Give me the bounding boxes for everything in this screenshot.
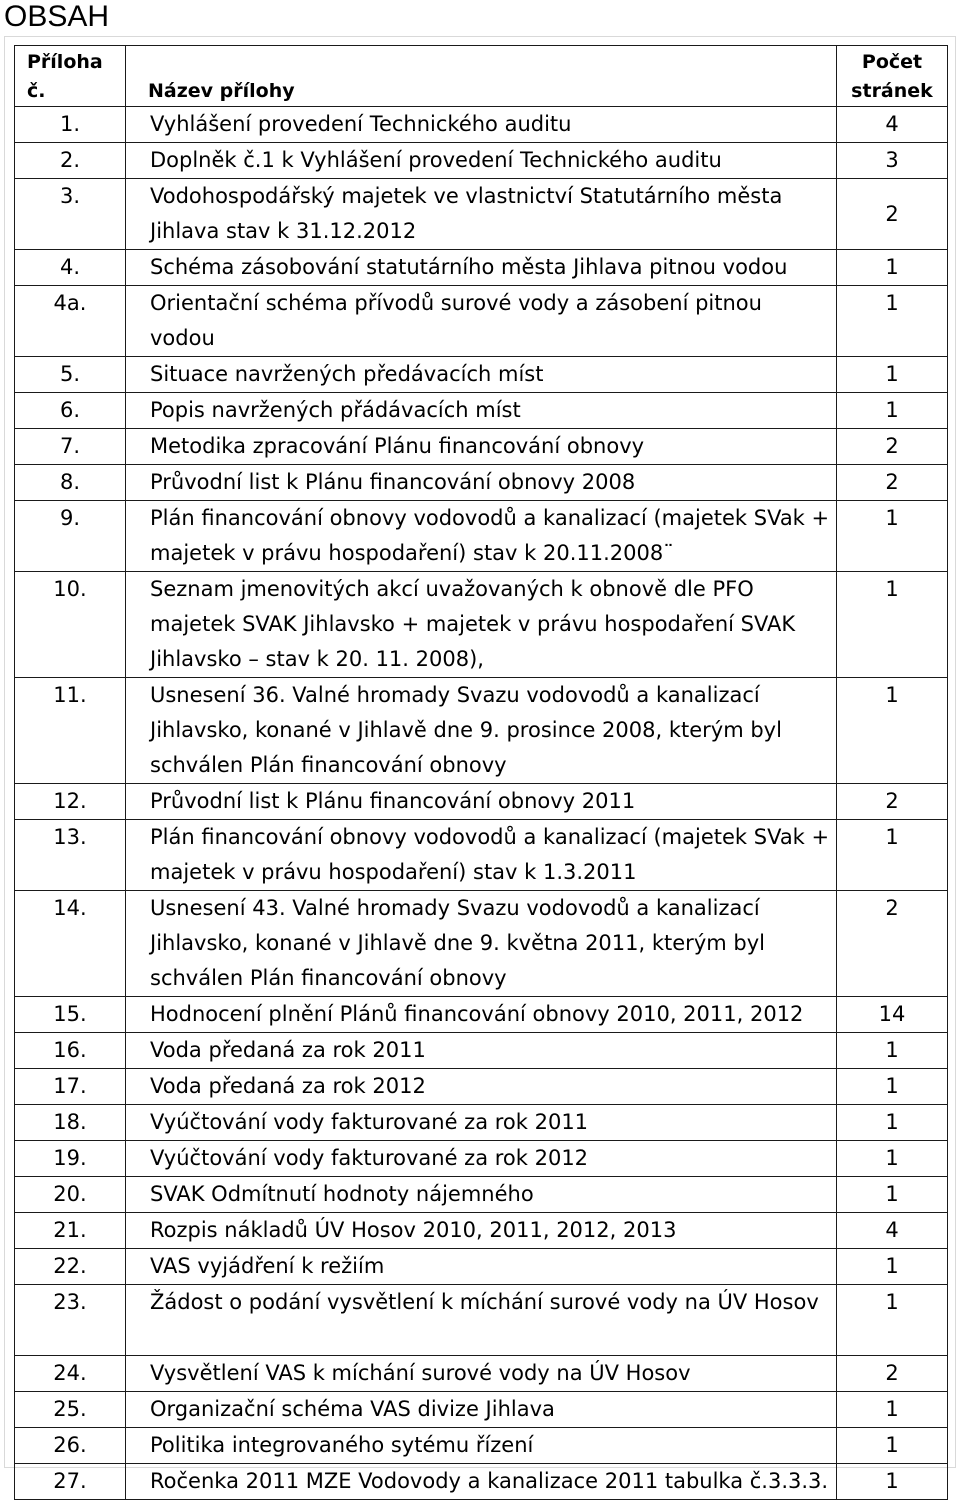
- page-title: OBSAH: [4, 0, 110, 33]
- row-pages: 1: [837, 1069, 948, 1105]
- row-pages: 1: [837, 1428, 948, 1464]
- table-row: [15, 107, 948, 143]
- table-row: [15, 1033, 948, 1069]
- table-row: [15, 1356, 948, 1392]
- row-number: 14.: [15, 891, 126, 997]
- row-pages: 1: [837, 1177, 948, 1213]
- row-pages: 1: [837, 1105, 948, 1141]
- table-row: [15, 784, 948, 820]
- table-row: [15, 286, 948, 357]
- row-name: Průvodní list k Plánu financování obnovy 2008: [126, 465, 837, 501]
- row-number: 25.: [15, 1392, 126, 1428]
- table-row: [15, 1177, 948, 1213]
- row-name: Popis navržených přádávacích míst: [126, 393, 837, 429]
- table-row: [15, 501, 948, 572]
- row-number: 4a.: [15, 286, 126, 357]
- row-number: 23.: [15, 1285, 126, 1356]
- row-name: SVAK Odmítnutí hodnoty nájemného: [126, 1177, 837, 1213]
- row-name: Průvodní list k Plánu financování obnovy 2011: [126, 784, 837, 820]
- row-name: VAS vyjádření k režiím: [126, 1249, 837, 1285]
- row-number: 12.: [15, 784, 126, 820]
- row-number: 20.: [15, 1177, 126, 1213]
- row-pages: 2: [837, 891, 948, 997]
- row-name: Schéma zásobování statutárního města Jihlava pitnou vodou: [126, 250, 837, 286]
- row-number: 4.: [15, 250, 126, 286]
- row-number: 19.: [15, 1141, 126, 1177]
- row-number: 8.: [15, 465, 126, 501]
- row-pages: 2: [837, 784, 948, 820]
- row-pages: 1: [837, 820, 948, 891]
- row-name: Hodnocení plnění Plánů financování obnovy 2010, 2011, 2012: [126, 997, 837, 1033]
- row-name: Situace navržených předávacích míst: [126, 357, 837, 393]
- table-row: [15, 997, 948, 1033]
- row-number: 21.: [15, 1213, 126, 1249]
- row-pages: 2: [837, 1356, 948, 1392]
- table-row: [15, 357, 948, 393]
- table-header-row: [15, 46, 948, 107]
- row-number: 6.: [15, 393, 126, 429]
- row-number: 27.: [15, 1464, 126, 1500]
- row-pages: 14: [837, 997, 948, 1033]
- header-pages: Počet stránek: [837, 46, 948, 107]
- row-number: 26.: [15, 1428, 126, 1464]
- table-row: [15, 465, 948, 501]
- row-pages: 1: [837, 678, 948, 784]
- row-number: 18.: [15, 1105, 126, 1141]
- row-name: Ročenka 2011 MZE Vodovody a kanalizace 2011 tabulka č.3.3.3.: [126, 1464, 837, 1500]
- row-number: 2.: [15, 143, 126, 179]
- table-row: [15, 1213, 948, 1249]
- row-name: Vysvětlení VAS k míchání surové vody na ÚV Hosov: [126, 1356, 837, 1392]
- table-row: [15, 393, 948, 429]
- row-number: 1.: [15, 107, 126, 143]
- row-name: Žádost o podání vysvětlení k míchání surové vody na ÚV Hosov: [126, 1285, 837, 1356]
- table-row: [15, 179, 948, 250]
- row-name: Politika integrovaného sytému řízení: [126, 1428, 837, 1464]
- row-pages: 2: [837, 179, 948, 250]
- table-row: [15, 1392, 948, 1428]
- table-row: [15, 572, 948, 678]
- row-pages: 1: [837, 1392, 948, 1428]
- row-pages: 1: [837, 393, 948, 429]
- row-name: Vodohospodářský majetek ve vlastnictví Statutárního města Jihlava stav k 31.12.2012: [126, 179, 837, 250]
- row-name: Orientační schéma přívodů surové vody a zásobení pitnou vodou: [126, 286, 837, 357]
- row-name: Vyhlášení provedení Technického auditu: [126, 107, 837, 143]
- row-number: 13.: [15, 820, 126, 891]
- row-number: 10.: [15, 572, 126, 678]
- table-row: [15, 1285, 948, 1356]
- row-name: Seznam jmenovitých akcí uvažovaných k obnově dle PFO majetek SVAK Jihlavsko + majetek v právu hospodaření SVAK Jihlavsko – stav k 20. 11. 2008),: [126, 572, 837, 678]
- row-name: Vyúčtování vody fakturované za rok 2012: [126, 1141, 837, 1177]
- row-pages: 1: [837, 1033, 948, 1069]
- table-row: [15, 250, 948, 286]
- row-number: 17.: [15, 1069, 126, 1105]
- row-pages: 4: [837, 1213, 948, 1249]
- table-row: [15, 143, 948, 179]
- table-row: [15, 1105, 948, 1141]
- row-pages: 1: [837, 1249, 948, 1285]
- header-name: Název přílohy: [126, 46, 837, 107]
- row-number: 15.: [15, 997, 126, 1033]
- row-number: 24.: [15, 1356, 126, 1392]
- row-name: Rozpis nákladů ÚV Hosov 2010, 2011, 2012, 2013: [126, 1213, 837, 1249]
- table-row: [15, 429, 948, 465]
- row-pages: 1: [837, 250, 948, 286]
- row-pages: 1: [837, 501, 948, 572]
- row-number: 22.: [15, 1249, 126, 1285]
- row-number: 16.: [15, 1033, 126, 1069]
- row-name: Organizační schéma VAS divize Jihlava: [126, 1392, 837, 1428]
- row-name: Plán financování obnovy vodovodů a kanalizací (majetek SVak + majetek v právu hospodaření) stav k 20.11.2008¨: [126, 501, 837, 572]
- row-number: 3.: [15, 179, 126, 250]
- table-row: [15, 1069, 948, 1105]
- row-name: Usnesení 36. Valné hromady Svazu vodovodů a kanalizací Jihlavsko, konané v Jihlavě dne 9. prosince 2008, kterým byl schválen Plán financování obnovy: [126, 678, 837, 784]
- table-row: [15, 1141, 948, 1177]
- row-number: 5.: [15, 357, 126, 393]
- row-name: Plán financování obnovy vodovodů a kanalizací (majetek SVak + majetek v právu hospodaření) stav k 1.3.2011: [126, 820, 837, 891]
- header-number: Příloha č.: [15, 46, 126, 107]
- table-row: [15, 820, 948, 891]
- row-pages: 4: [837, 107, 948, 143]
- table-row: [15, 678, 948, 784]
- row-pages: 1: [837, 286, 948, 357]
- row-name: Voda předaná za rok 2012: [126, 1069, 837, 1105]
- row-pages: 2: [837, 465, 948, 501]
- table-body: [15, 107, 948, 1500]
- row-number: 9.: [15, 501, 126, 572]
- row-name: Metodika zpracování Plánu financování obnovy: [126, 429, 837, 465]
- row-pages: 1: [837, 357, 948, 393]
- row-pages: 1: [837, 1285, 948, 1356]
- row-name: Doplněk č.1 k Vyhlášení provedení Technického auditu: [126, 143, 837, 179]
- table-row: [15, 891, 948, 997]
- row-pages: 2: [837, 429, 948, 465]
- row-pages: 1: [837, 1141, 948, 1177]
- row-pages: 1: [837, 572, 948, 678]
- row-name: Voda předaná za rok 2011: [126, 1033, 837, 1069]
- row-name: Usnesení 43. Valné hromady Svazu vodovodů a kanalizací Jihlavsko, konané v Jihlavě dne 9. května 2011, kterým byl schválen Plán financování obnovy: [126, 891, 837, 997]
- table-row: [15, 1249, 948, 1285]
- row-pages: 3: [837, 143, 948, 179]
- row-pages: 1: [837, 1464, 948, 1500]
- row-number: 7.: [15, 429, 126, 465]
- attachments-table: [14, 45, 948, 1500]
- table-row: [15, 1464, 948, 1500]
- row-name: Vyúčtování vody fakturované za rok 2011: [126, 1105, 837, 1141]
- row-number: 11.: [15, 678, 126, 784]
- table-row: [15, 1428, 948, 1464]
